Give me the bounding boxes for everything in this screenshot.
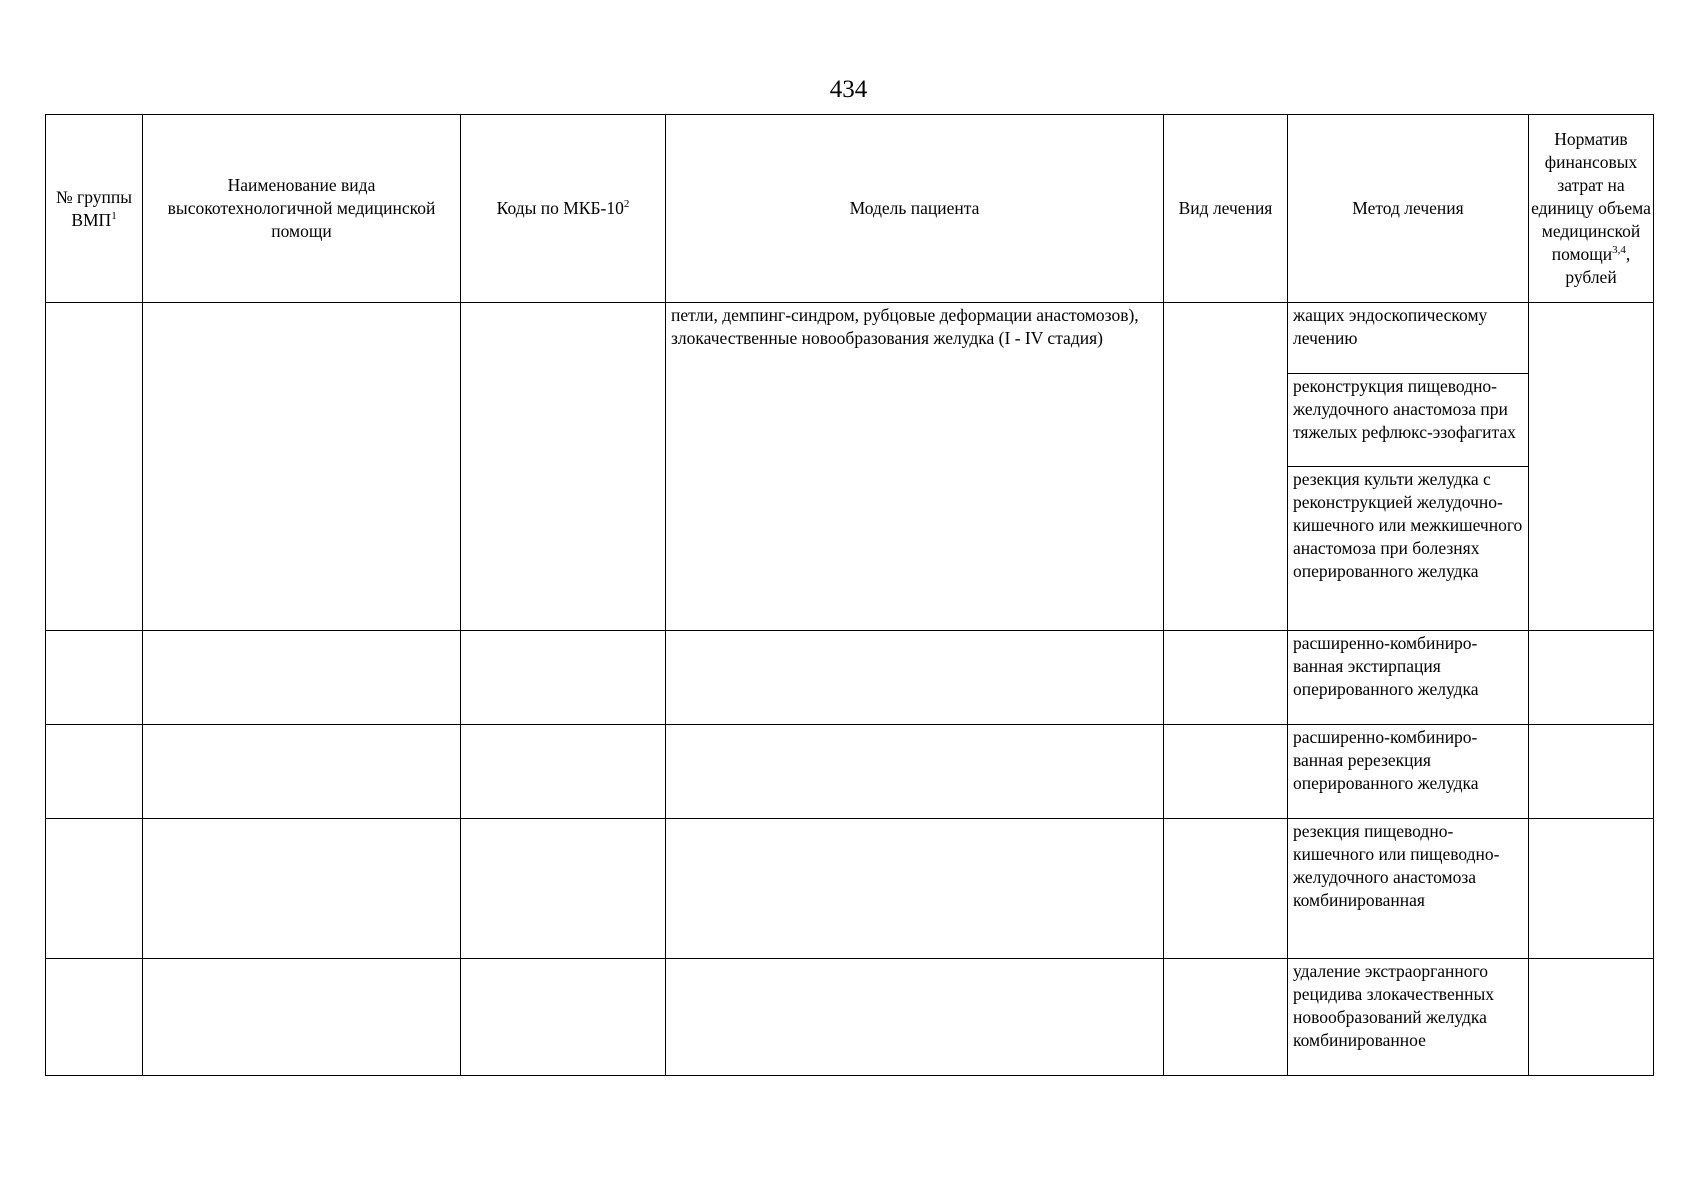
header-treatment-method: Метод лечения: [1288, 115, 1529, 303]
method-text: расширенно-комбиниро-ванная экстирпация оперированного желудка: [1293, 633, 1479, 699]
header-icd-codes: Коды по МКБ-$10^2$: [461, 115, 666, 303]
cell-group-number: [46, 819, 143, 959]
cell-treatment-method: [1288, 303, 1529, 631]
cell-treatment-method: [1288, 819, 1529, 959]
cell-icd-codes: [461, 303, 666, 631]
cell-icd-codes: [461, 631, 666, 725]
cell-patient-model: [666, 303, 1164, 631]
method-text: жащих эндоскопическому лечению: [1293, 305, 1488, 348]
cell-group-number: [46, 959, 143, 1076]
header-group-number: № группы ВМП$^1$: [46, 115, 143, 303]
page-number: 434: [829, 76, 868, 103]
cell-patient-model: [666, 725, 1164, 819]
table-row: [46, 631, 1654, 725]
cell-care-type: [143, 631, 461, 725]
cell-care-type: [143, 819, 461, 959]
header-care-type: Наименование вида высокотехнологичной медицинской помощи: [143, 115, 461, 303]
patient-model-text: петли, демпинг-синдром, рубцовые деформации анастомозов), злокачественные новообразования желудка (I - IV стадия): [671, 305, 1139, 348]
cell-group-number: [46, 725, 143, 819]
cell-care-type: [143, 725, 461, 819]
cell-treatment-type: [1164, 303, 1288, 631]
header-patient-model: Модель пациента: [666, 115, 1164, 303]
cell-cost-norm: [1529, 303, 1654, 631]
cell-cost-norm: [1529, 819, 1654, 959]
table-row: [46, 303, 1654, 631]
cell-group-number: [46, 303, 143, 631]
method-text: резекция пищеводно-кишечного или пищеводно-желудочного анастомоза комбинированная: [1293, 821, 1500, 910]
cell-care-type: [143, 303, 461, 631]
cell-treatment-type: [1164, 959, 1288, 1076]
cell-care-type: [143, 959, 461, 1076]
cell-icd-codes: [461, 725, 666, 819]
method-text: реконструкция пищеводно-желудочного анастомоза при тяжелых рефлюкс-эзофагитах: [1288, 373, 1528, 466]
cell-icd-codes: [461, 819, 666, 959]
cell-cost-norm: [1529, 959, 1654, 1076]
cell-icd-codes: [461, 959, 666, 1076]
cell-treatment-type: [1164, 631, 1288, 725]
cell-patient-model: [666, 631, 1164, 725]
cell-cost-norm: [1529, 725, 1654, 819]
method-text: удаление экстраорганного рецидива злокачественных новообразований желудка комбинированное: [1293, 961, 1494, 1050]
cell-group-number: [46, 631, 143, 725]
cell-cost-norm: [1529, 631, 1654, 725]
cell-patient-model: [666, 959, 1164, 1076]
table-row: [46, 725, 1654, 819]
table-row: [46, 819, 1654, 959]
header-treatment-type: Вид лечения: [1164, 115, 1288, 303]
cell-treatment-method: [1288, 725, 1529, 819]
cell-patient-model: [666, 819, 1164, 959]
cell-treatment-type: [1164, 725, 1288, 819]
cell-treatment-method: [1288, 631, 1529, 725]
header-cost-norm: Норматив финансовых затрат на единицу объема медицинской помощи$^{3,4}$, рублей: [1529, 115, 1654, 303]
cell-treatment-method: [1288, 959, 1529, 1076]
vmp-table: [45, 114, 1654, 1076]
method-text: расширенно-комбиниро-ванная ререзекция оперированного желудка: [1293, 727, 1479, 793]
table-row: [46, 959, 1654, 1076]
cell-treatment-type: [1164, 819, 1288, 959]
table-header-row: [46, 115, 1654, 303]
method-text: резекция культи желудка с реконструкцией желудочно-кишечного или межкишечного анастомоза при болезнях оперированного желудка: [1288, 466, 1528, 583]
